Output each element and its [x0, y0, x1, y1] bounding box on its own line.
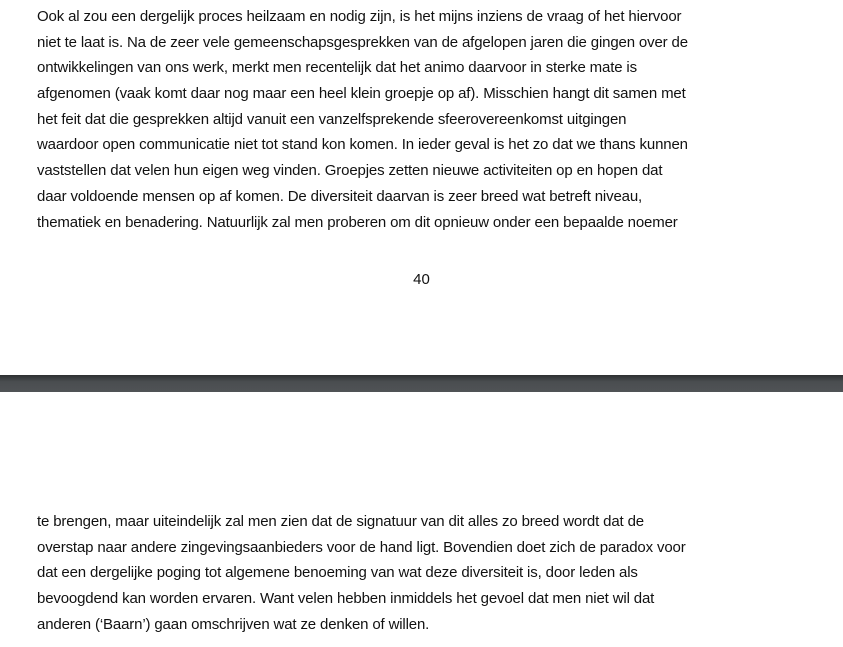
text-line: Ook al zou een dergelijk proces heilzaam en nodig zijn, is het mijns inziens de vraag of het hiervoor — [37, 8, 682, 25]
paragraph — [37, 509, 686, 637]
page-number: 40 — [413, 271, 430, 288]
text-line: ontwikkelingen van ons werk, merkt men recentelijk dat het animo daarvoor in sterke mate is — [37, 59, 637, 77]
text-line: thematiek en benadering. Natuurlijk zal men proberen om dit opnieuw onder een bepaalde noemer — [37, 213, 678, 231]
text-line: daar voldoende mensen op af komen. De diversiteit daarvan is zeer breed wat betreft niveau, — [37, 187, 643, 205]
text-line: bevoogdend kan worden ervaren. Want velen hebben inmiddels het gevoel dat men niet wil dat — [37, 590, 655, 608]
text-line: anderen (‘Baarn’) gaan omschrijven wat ze denken of willen. — [37, 615, 430, 633]
page-separator — [0, 375, 843, 392]
text-line: te brengen, maar uiteindelijk zal men zien dat de signatuur van dit alles zo breed wordt dat de — [37, 513, 644, 530]
pdf-page-41 — [0, 392, 843, 647]
text-line: niet te laat is. Na de zeer vele gemeenschapsgesprekken van de afgelopen jaren die gingen over de — [37, 33, 688, 51]
text-line: waardoor open communicatie niet tot stand kon komen. In ieder geval is het zo dat we thans kunnen — [37, 136, 688, 154]
text-line: het feit dat die gesprekken altijd vanuit een vanzelfsprekende sfeerovereenkomst uitgingen — [37, 110, 627, 128]
text-line: dat een dergelijke poging tot algemene benoeming van wat deze diversiteit is, door leden als — [37, 564, 638, 582]
text-line: overstap naar andere zingevingsaanbieders voor de hand ligt. Bovendien doet zich de paradox voor — [37, 538, 686, 556]
text-line: vaststellen dat velen hun eigen weg vinden. Groepjes zetten nieuwe activiteiten op en hopen dat — [37, 162, 663, 180]
text-line: afgenomen (vaak komt daar nog maar een heel klein groepje op af). Misschien hangt dit samen met — [37, 85, 686, 103]
paragraph — [37, 4, 688, 235]
